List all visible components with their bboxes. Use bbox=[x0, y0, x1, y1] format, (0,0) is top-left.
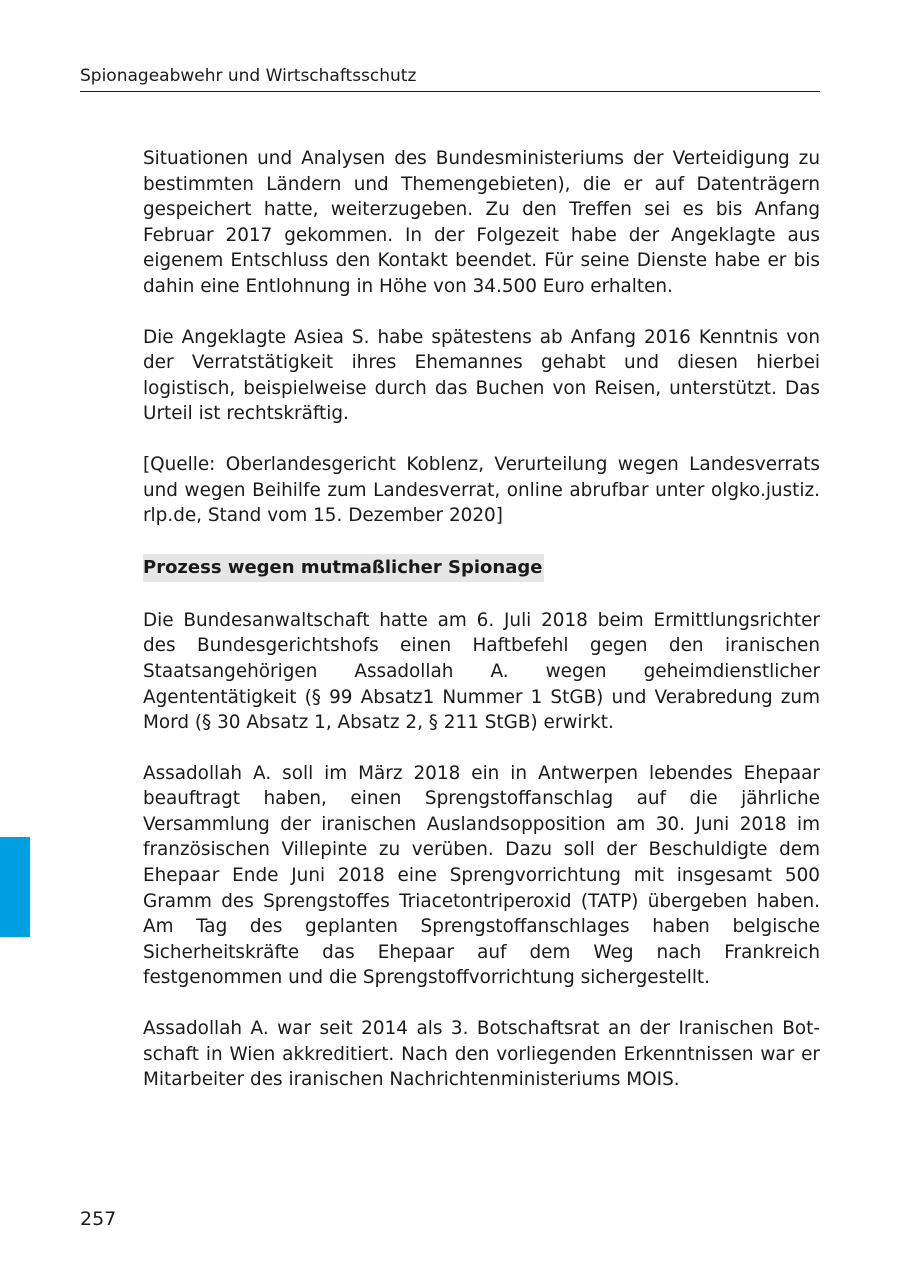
paragraph: Situationen und Analysen des Bundesministeriums der Verteidigung zu bestimmten Ländern und Themengebieten), die er auf Datenträgern gespeichert hatte, weiterzugeben. Zu den Treffen sei es bis Anfang Februar 2017 gekommen. In der Folgezeit habe der Angeklagte aus eigenem Entschluss den Kontakt beendet. Für seine Dienste habe er bis dahin eine Entlohnung in Höhe von 34.500 Euro erhalten. bbox=[143, 148, 820, 297]
paragraph: Die Angeklagte Asiea S. habe spätestens ab Anfang 2016 Kenntnis von der Verratstätigkeit ihres Ehemannes gehabt und diesen hierbei logistisch, beispielweise durch das Buchen von Reisen, unterstützt. Das Urteil ist rechtskräftig. bbox=[143, 326, 820, 425]
paragraph: Assadollah A. soll im März 2018 ein in Antwerpen lebendes Ehepaar beauftragt haben, einen Sprengstoffanschlag auf die jährliche Versammlung der iranischen Auslandsopposition am 30. Juni 2018 im französischen Villepinte zu verüben. Dazu soll der Beschuldigte dem Ehepaar Ende Juni 2018 eine Sprengvorrichtung mit insgesamt 500 Gramm des Sprengstoffes Triacetontriperoxid (TATP) übergeben haben. Am Tag des geplanten Sprengstoffanschlages haben belgische Sicherheitskräfte das Ehepaar auf dem Weg nach Frankreich festgenommen und die Sprengstoffvorrichtung sichergestellt. bbox=[143, 762, 820, 989]
source-citation: [Quelle: Oberlandesgericht Koblenz, Verurteilung wegen Landesverrats und wegen Beihilfe zum Landesverrat, online abrufbar unter olgko.justiz.​rlp.de, Stand vom 15. Dezember 2020] bbox=[143, 453, 820, 527]
header-divider bbox=[80, 91, 820, 92]
chapter-tab-marker bbox=[0, 837, 30, 937]
section-heading: Prozess wegen mutmaßlicher Spionage bbox=[143, 554, 544, 582]
paragraph: Assadollah A. war seit 2014 als 3. Botschaftsrat an der Iranischen Botschaft in Wien akkreditiert. Nach den vorliegenden Erkenntnissen war er Mitarbeiter des iranischen Nachrichtenministeriums MOIS. bbox=[143, 1018, 820, 1091]
page-body bbox=[143, 146, 820, 1118]
running-header: Spionageabwehr und Wirtschaftsschutz bbox=[80, 66, 417, 86]
paragraph: Die Bundesanwaltschaft hatte am 6. Juli 2018 beim Ermittlungsrichter des Bundesgerichtshofs einen Haftbefehl gegen den iranischen Staatsangehörigen Assadollah A. wegen geheimdienstlicher Agententätigkeit (§ 99 Absatz1 Nummer 1 StGB) und Verabredung zum Mord (§ 30 Absatz 1, Absatz 2, § 211 StGB) erwirkt. bbox=[143, 609, 820, 734]
page-number: 257 bbox=[80, 1208, 117, 1230]
